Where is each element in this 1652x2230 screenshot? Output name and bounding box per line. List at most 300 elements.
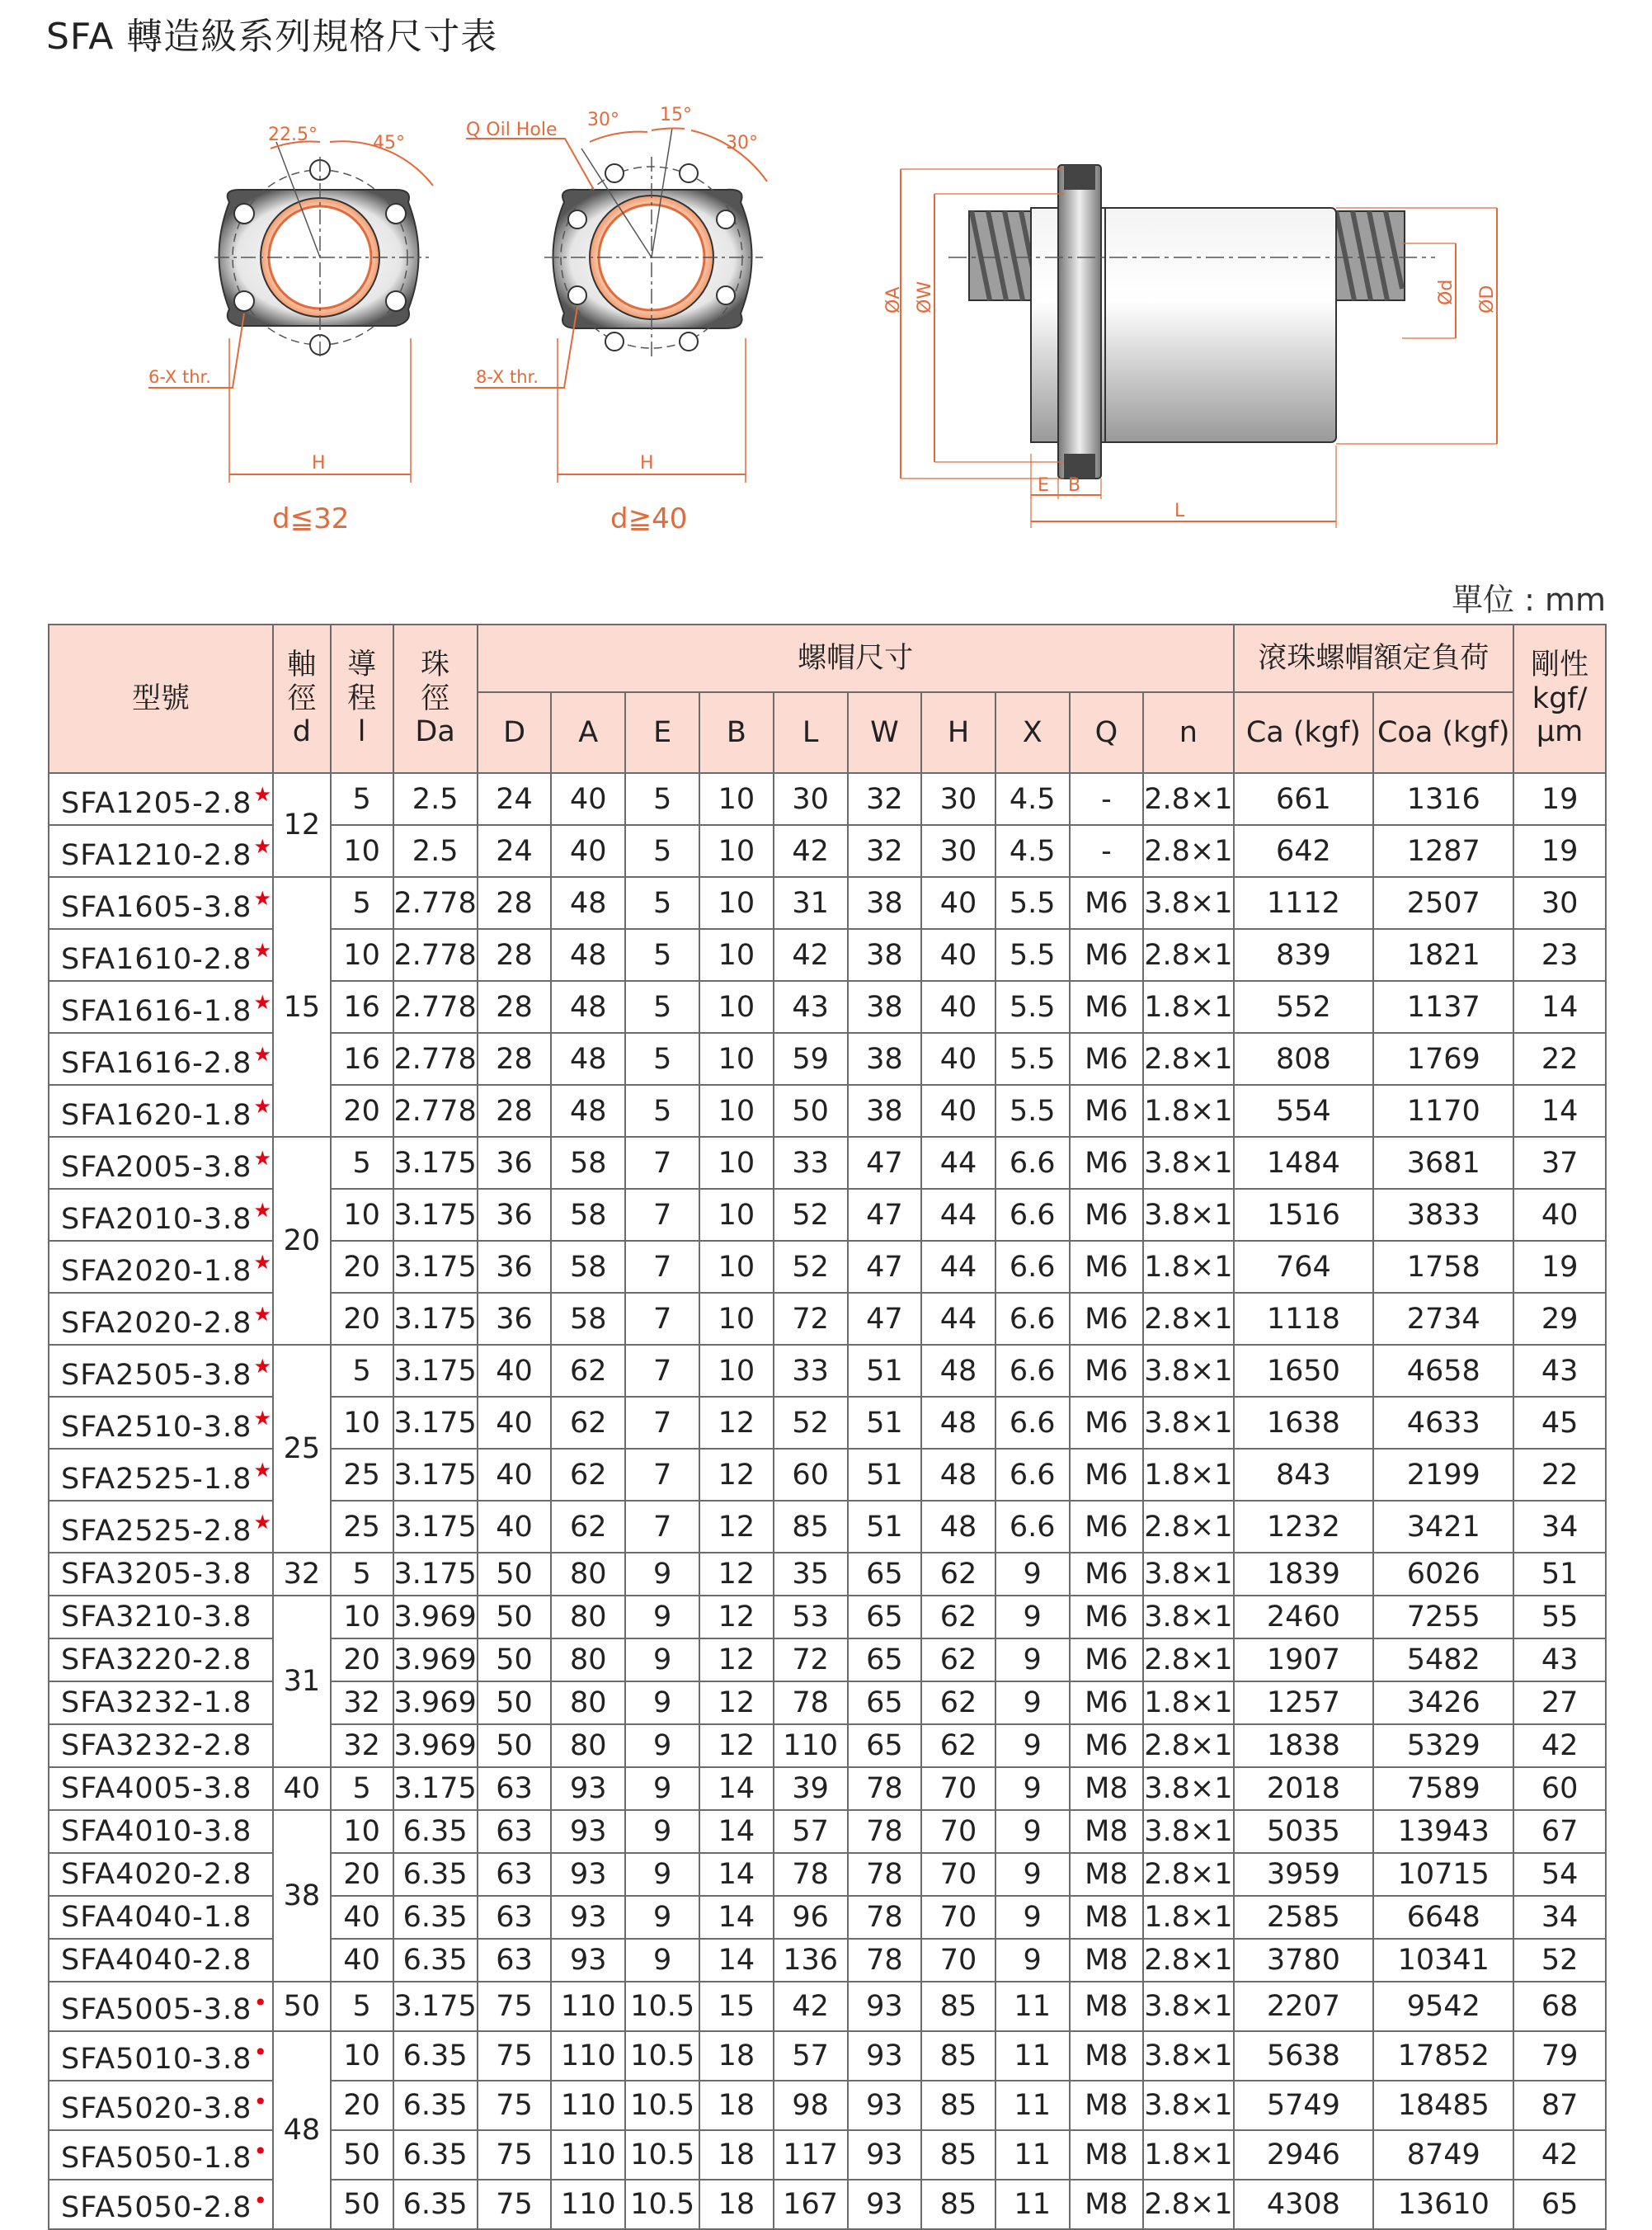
cell-d: 36 — [478, 1293, 552, 1345]
cell-e: 7 — [625, 1449, 699, 1501]
cell-d: 40 — [478, 1501, 552, 1553]
cell-da: 3.175 — [393, 1397, 478, 1449]
model-text: SFA2525-1.8 — [61, 1463, 252, 1496]
cell-q: M6 — [1070, 1501, 1144, 1553]
cell-d: 28 — [478, 981, 552, 1033]
cell-e: 5 — [625, 981, 699, 1033]
model-text: SFA5050-1.8 — [61, 2142, 252, 2175]
cell-k: 54 — [1513, 1853, 1606, 1896]
cell-w: 38 — [848, 1085, 922, 1137]
cell-w: 32 — [848, 773, 922, 825]
cell-h: 30 — [921, 825, 995, 877]
cell-a: 40 — [551, 773, 625, 825]
cell-da: 3.175 — [393, 1982, 478, 2031]
cell-shaft-dia: 40 — [273, 1767, 331, 1810]
angle-15-label: 15° — [660, 105, 692, 125]
dim-l-label: L — [1174, 501, 1185, 521]
cell-model — [49, 1189, 273, 1241]
cell-w: 51 — [848, 1345, 922, 1397]
model-text: SFA2020-2.8 — [61, 1307, 252, 1340]
table-row — [49, 1982, 1606, 2031]
cell-shaft-dia: 48 — [273, 2031, 331, 2229]
cell-q: M6 — [1070, 877, 1144, 929]
cell-e: 10.5 — [625, 1982, 699, 2031]
cell-da: 3.969 — [393, 1724, 478, 1767]
cell-w: 51 — [848, 1397, 922, 1449]
cell-l: 5 — [331, 877, 393, 929]
star-mark-icon: ★ — [253, 783, 272, 806]
star-mark-icon: ★ — [253, 1199, 272, 1222]
cell-coa: 1769 — [1373, 1033, 1513, 1085]
cell-l: 20 — [331, 1241, 393, 1293]
cell-h: 85 — [921, 2081, 995, 2130]
cell-e: 7 — [625, 1293, 699, 1345]
cell-a: 110 — [551, 2180, 625, 2229]
cell-x: 5.5 — [995, 981, 1070, 1033]
cell-l: 42 — [774, 825, 848, 877]
cell-d: 40 — [478, 1397, 552, 1449]
cell-x: 6.6 — [995, 1397, 1070, 1449]
cell-l: 5 — [331, 1553, 393, 1596]
cell-l: 5 — [331, 1137, 393, 1189]
cell-k: 30 — [1513, 877, 1606, 929]
cell-l: 57 — [774, 2031, 848, 2081]
table-row — [49, 2031, 1606, 2081]
cell-n: 3.8×1 — [1143, 2081, 1233, 2130]
cell-q: M8 — [1070, 2081, 1144, 2130]
cell-e: 9 — [625, 1553, 699, 1596]
cell-k: 23 — [1513, 929, 1606, 981]
angle-22-5-label: 22.5° — [268, 125, 318, 145]
dot-mark-icon: • — [253, 2187, 268, 2214]
cell-coa: 4658 — [1373, 1345, 1513, 1397]
cell-coa: 6648 — [1373, 1896, 1513, 1939]
header-load: 滾珠螺帽額定負荷 — [1234, 625, 1514, 692]
cell-l: 25 — [331, 1449, 393, 1501]
cell-q: M8 — [1070, 1767, 1144, 1810]
cell-b: 10 — [699, 981, 774, 1033]
cell-e: 7 — [625, 1189, 699, 1241]
cell-b: 18 — [699, 2031, 774, 2081]
cell-da: 3.175 — [393, 1501, 478, 1553]
cell-h: 44 — [921, 1293, 995, 1345]
cell-h: 48 — [921, 1397, 995, 1449]
cell-ca: 843 — [1234, 1449, 1374, 1501]
cell-n: 3.8×1 — [1143, 877, 1233, 929]
cell-w: 38 — [848, 981, 922, 1033]
model-text: SFA2505-3.8 — [61, 1359, 252, 1392]
star-mark-icon: ★ — [253, 1251, 272, 1274]
cell-w: 65 — [848, 1638, 922, 1681]
cell-l: 32 — [331, 1724, 393, 1767]
cell-da: 6.35 — [393, 1939, 478, 1982]
cell-ca: 1257 — [1234, 1681, 1374, 1724]
cell-coa: 3421 — [1373, 1501, 1513, 1553]
cell-a: 110 — [551, 2031, 625, 2081]
dia-big-d-label: ØD — [1477, 285, 1498, 314]
cell-e: 9 — [625, 1681, 699, 1724]
cell-q: M8 — [1070, 1896, 1144, 1939]
cell-l: 52 — [774, 1397, 848, 1449]
cell-k: 34 — [1513, 1501, 1606, 1553]
cell-ca: 1484 — [1234, 1137, 1374, 1189]
cell-q: M8 — [1070, 2130, 1144, 2180]
cell-coa: 13610 — [1373, 2180, 1513, 2229]
cell-ca: 1516 — [1234, 1189, 1374, 1241]
dot-mark-icon: • — [253, 2088, 268, 2115]
cell-l: 40 — [331, 1896, 393, 1939]
cell-l: 43 — [774, 981, 848, 1033]
cell-q: M6 — [1070, 981, 1144, 1033]
star-mark-icon: ★ — [253, 939, 272, 962]
cell-h: 62 — [921, 1681, 995, 1724]
cell-q: M6 — [1070, 1345, 1144, 1397]
cell-e: 5 — [625, 1085, 699, 1137]
cell-b: 18 — [699, 2081, 774, 2130]
cell-n: 1.8×1 — [1143, 981, 1233, 1033]
cell-a: 58 — [551, 1293, 625, 1345]
cell-da: 2.5 — [393, 773, 478, 825]
model-text: SFA1210-2.8 — [61, 839, 252, 872]
cell-b: 12 — [699, 1501, 774, 1553]
cell-k: 14 — [1513, 1085, 1606, 1137]
cell-model — [49, 1853, 273, 1896]
cell-e: 9 — [625, 1596, 699, 1638]
cell-e: 9 — [625, 1939, 699, 1982]
cell-b: 12 — [699, 1638, 774, 1681]
cell-w: 93 — [848, 2130, 922, 2180]
cell-ca: 5749 — [1234, 2081, 1374, 2130]
cell-h: 40 — [921, 929, 995, 981]
cell-d: 28 — [478, 877, 552, 929]
cell-e: 5 — [625, 929, 699, 981]
cell-model — [49, 1896, 273, 1939]
model-text: SFA3210-3.8 — [61, 1601, 252, 1634]
cell-da: 3.175 — [393, 1767, 478, 1810]
model-text: SFA1616-1.8 — [61, 995, 252, 1028]
cell-x: 9 — [995, 1810, 1070, 1853]
cell-x: 5.5 — [995, 877, 1070, 929]
cell-da: 6.35 — [393, 2180, 478, 2229]
cell-da: 3.175 — [393, 1553, 478, 1596]
cell-w: 78 — [848, 1810, 922, 1853]
cell-l: 42 — [774, 1982, 848, 2031]
header-col-ca: Ca (kgf) — [1234, 692, 1374, 773]
cell-a: 48 — [551, 877, 625, 929]
cell-d: 40 — [478, 1449, 552, 1501]
cell-da: 2.5 — [393, 825, 478, 877]
cell-model — [49, 981, 273, 1033]
cell-da: 3.175 — [393, 1137, 478, 1189]
header-col-n: n — [1143, 692, 1233, 773]
cell-model — [49, 1553, 273, 1596]
cell-da: 3.969 — [393, 1596, 478, 1638]
cell-coa: 13943 — [1373, 1810, 1513, 1853]
cell-l: 60 — [774, 1449, 848, 1501]
cell-q: M6 — [1070, 1241, 1144, 1293]
model-text: SFA4020-2.8 — [61, 1858, 252, 1891]
cell-e: 9 — [625, 1724, 699, 1767]
cell-h: 62 — [921, 1724, 995, 1767]
cell-h: 48 — [921, 1449, 995, 1501]
cell-shaft-dia: 15 — [273, 877, 331, 1137]
cell-coa: 5329 — [1373, 1724, 1513, 1767]
cell-da: 6.35 — [393, 2031, 478, 2081]
cell-l: 5 — [331, 773, 393, 825]
cell-a: 62 — [551, 1345, 625, 1397]
cell-l: 32 — [331, 1681, 393, 1724]
cell-e: 5 — [625, 1033, 699, 1085]
cell-e: 7 — [625, 1137, 699, 1189]
header-col-d: D — [478, 692, 552, 773]
cell-coa: 5482 — [1373, 1638, 1513, 1681]
cell-shaft-dia: 38 — [273, 1810, 331, 1982]
cell-b: 10 — [699, 1293, 774, 1345]
cell-e: 9 — [625, 1810, 699, 1853]
cell-model — [49, 2130, 273, 2180]
cell-ca: 554 — [1234, 1085, 1374, 1137]
cell-a: 93 — [551, 1767, 625, 1810]
model-text: SFA5020-3.8 — [61, 2092, 252, 2125]
cell-ca: 2207 — [1234, 1982, 1374, 2031]
cell-b: 12 — [699, 1681, 774, 1724]
cell-k: 42 — [1513, 2130, 1606, 2180]
cell-q: M8 — [1070, 1939, 1144, 1982]
star-mark-icon: ★ — [253, 1147, 272, 1170]
cell-a: 58 — [551, 1189, 625, 1241]
cell-da: 3.175 — [393, 1293, 478, 1345]
cell-coa: 2507 — [1373, 877, 1513, 929]
star-mark-icon: ★ — [253, 991, 272, 1014]
cell-k: 65 — [1513, 2180, 1606, 2229]
cell-ca: 642 — [1234, 825, 1374, 877]
cell-ca: 764 — [1234, 1241, 1374, 1293]
cell-model — [49, 1241, 273, 1293]
cell-coa: 3833 — [1373, 1189, 1513, 1241]
cell-b: 14 — [699, 1939, 774, 1982]
cell-k: 68 — [1513, 1982, 1606, 2031]
cell-x: 9 — [995, 1853, 1070, 1896]
cell-x: 9 — [995, 1596, 1070, 1638]
cell-l: 20 — [331, 1638, 393, 1681]
model-text: SFA1605-3.8 — [61, 891, 252, 924]
cell-x: 4.5 — [995, 773, 1070, 825]
cell-a: 80 — [551, 1553, 625, 1596]
cell-h: 44 — [921, 1189, 995, 1241]
cell-b: 12 — [699, 1397, 774, 1449]
cell-coa: 8749 — [1373, 2130, 1513, 2180]
model-text: SFA5010-3.8 — [61, 2043, 252, 2076]
cell-e: 9 — [625, 1638, 699, 1681]
cell-d: 28 — [478, 929, 552, 981]
cell-l: 33 — [774, 1345, 848, 1397]
cell-h: 62 — [921, 1638, 995, 1681]
cell-k: 55 — [1513, 1596, 1606, 1638]
cell-b: 15 — [699, 1982, 774, 2031]
cell-n: 2.8×1 — [1143, 929, 1233, 981]
cell-w: 47 — [848, 1137, 922, 1189]
cell-l: 16 — [331, 981, 393, 1033]
cell-coa: 2734 — [1373, 1293, 1513, 1345]
cell-coa: 18485 — [1373, 2081, 1513, 2130]
cell-model — [49, 825, 273, 877]
cell-h: 44 — [921, 1241, 995, 1293]
cell-x: 4.5 — [995, 825, 1070, 877]
cell-coa: 7589 — [1373, 1767, 1513, 1810]
cell-x: 9 — [995, 1767, 1070, 1810]
cell-da: 2.778 — [393, 981, 478, 1033]
side-view — [883, 165, 1498, 528]
cell-model — [49, 1137, 273, 1189]
header-col-coa: Coa (kgf) — [1373, 692, 1513, 773]
cell-w: 51 — [848, 1501, 922, 1553]
cell-ca: 1112 — [1234, 877, 1374, 929]
cell-d: 50 — [478, 1553, 552, 1596]
cell-l: 10 — [331, 1810, 393, 1853]
cell-b: 12 — [699, 1724, 774, 1767]
cell-k: 79 — [1513, 2031, 1606, 2081]
cell-d: 36 — [478, 1189, 552, 1241]
cell-l: 50 — [774, 1085, 848, 1137]
cell-coa: 10341 — [1373, 1939, 1513, 1982]
cell-l: 85 — [774, 1501, 848, 1553]
cell-k: 67 — [1513, 1810, 1606, 1853]
cell-l: 20 — [331, 2081, 393, 2130]
cell-n: 2.8×1 — [1143, 2180, 1233, 2229]
cell-q: - — [1070, 825, 1144, 877]
cell-a: 93 — [551, 1896, 625, 1939]
oil-hole-label: Q Oil Hole — [466, 120, 558, 140]
cell-n: 3.8×1 — [1143, 1982, 1233, 2031]
dim-b-label: B — [1068, 475, 1081, 496]
model-text: SFA4010-3.8 — [61, 1815, 252, 1848]
cell-b: 10 — [699, 1241, 774, 1293]
cell-da: 6.35 — [393, 1853, 478, 1896]
cell-e: 10.5 — [625, 2180, 699, 2229]
cell-ca: 3780 — [1234, 1939, 1374, 1982]
cell-d: 75 — [478, 2180, 552, 2229]
cell-k: 51 — [1513, 1553, 1606, 1596]
cell-e: 10.5 — [625, 2081, 699, 2130]
cell-ca: 2585 — [1234, 1896, 1374, 1939]
cell-a: 40 — [551, 825, 625, 877]
cell-l: 59 — [774, 1033, 848, 1085]
page-title: SFA 轉造級系列規格尺寸表 — [46, 16, 498, 58]
cell-w: 93 — [848, 2031, 922, 2081]
cell-n: 2.8×1 — [1143, 825, 1233, 877]
cell-n: 1.8×1 — [1143, 2130, 1233, 2180]
model-text: SFA1616-2.8 — [61, 1047, 252, 1080]
front-view-large — [466, 105, 767, 535]
model-text: SFA1610-2.8 — [61, 943, 252, 976]
cell-l: 57 — [774, 1810, 848, 1853]
cell-a: 110 — [551, 2130, 625, 2180]
header-model: 型號 — [49, 625, 273, 773]
cell-model — [49, 877, 273, 929]
cell-coa: 1137 — [1373, 981, 1513, 1033]
cell-x: 6.6 — [995, 1501, 1070, 1553]
model-text: SFA4005-3.8 — [61, 1772, 252, 1805]
cell-h: 85 — [921, 1982, 995, 2031]
cell-x: 5.5 — [995, 1085, 1070, 1137]
header-col-a: A — [551, 692, 625, 773]
cell-h: 70 — [921, 1810, 995, 1853]
cell-n: 3.8×1 — [1143, 1810, 1233, 1853]
cell-k: 87 — [1513, 2081, 1606, 2130]
cell-l: 50 — [331, 2180, 393, 2229]
cell-k: 42 — [1513, 1724, 1606, 1767]
cell-model — [49, 1638, 273, 1681]
model-text: SFA3232-2.8 — [61, 1729, 252, 1762]
cell-k: 37 — [1513, 1137, 1606, 1189]
star-mark-icon: ★ — [253, 1459, 272, 1482]
header-col-l: L — [774, 692, 848, 773]
cell-d: 63 — [478, 1853, 552, 1896]
cell-model — [49, 1982, 273, 2031]
table-row — [49, 1596, 1606, 1638]
cell-l: 40 — [331, 1939, 393, 1982]
cell-n: 3.8×1 — [1143, 1767, 1233, 1810]
cell-a: 62 — [551, 1397, 625, 1449]
header-lead: 導 程 l — [331, 625, 393, 773]
caption-large: d≧40 — [610, 502, 688, 535]
cell-x: 6.6 — [995, 1137, 1070, 1189]
cell-n: 3.8×1 — [1143, 2031, 1233, 2081]
cell-w: 47 — [848, 1189, 922, 1241]
cell-ca: 808 — [1234, 1033, 1374, 1085]
cell-h: 85 — [921, 2130, 995, 2180]
cell-ca: 2946 — [1234, 2130, 1374, 2180]
cell-a: 93 — [551, 1853, 625, 1896]
cell-n: 2.8×1 — [1143, 1724, 1233, 1767]
cell-h: 48 — [921, 1501, 995, 1553]
model-text: SFA5005-3.8 — [61, 1993, 252, 2026]
cell-coa: 4633 — [1373, 1397, 1513, 1449]
cell-ca: 1650 — [1234, 1345, 1374, 1397]
cell-h: 40 — [921, 1085, 995, 1137]
cell-b: 10 — [699, 1189, 774, 1241]
cell-n: 2.8×1 — [1143, 1939, 1233, 1982]
model-text: SFA3232-1.8 — [61, 1686, 252, 1719]
cell-b: 12 — [699, 1553, 774, 1596]
cell-x: 11 — [995, 2130, 1070, 2180]
cell-d: 50 — [478, 1638, 552, 1681]
cell-q: M6 — [1070, 1137, 1144, 1189]
cell-h: 70 — [921, 1896, 995, 1939]
cell-n: 2.8×1 — [1143, 1501, 1233, 1553]
cell-coa: 3426 — [1373, 1681, 1513, 1724]
cell-q: M8 — [1070, 1982, 1144, 2031]
cell-a: 62 — [551, 1501, 625, 1553]
cell-e: 7 — [625, 1501, 699, 1553]
cell-ca: 5638 — [1234, 2031, 1374, 2081]
cell-n: 2.8×1 — [1143, 1638, 1233, 1681]
cell-l: 20 — [331, 1085, 393, 1137]
model-text: SFA3220-2.8 — [61, 1643, 252, 1676]
cell-a: 48 — [551, 981, 625, 1033]
header-col-x: X — [995, 692, 1070, 773]
cell-l: 98 — [774, 2081, 848, 2130]
cell-n: 1.8×1 — [1143, 1085, 1233, 1137]
cell-a: 48 — [551, 1033, 625, 1085]
dot-mark-icon: • — [253, 2039, 268, 2066]
angle-45-label: 45° — [373, 133, 405, 153]
cell-k: 19 — [1513, 773, 1606, 825]
cell-d: 63 — [478, 1810, 552, 1853]
cell-k: 22 — [1513, 1033, 1606, 1085]
cell-l: 20 — [331, 1853, 393, 1896]
cell-l: 52 — [774, 1189, 848, 1241]
